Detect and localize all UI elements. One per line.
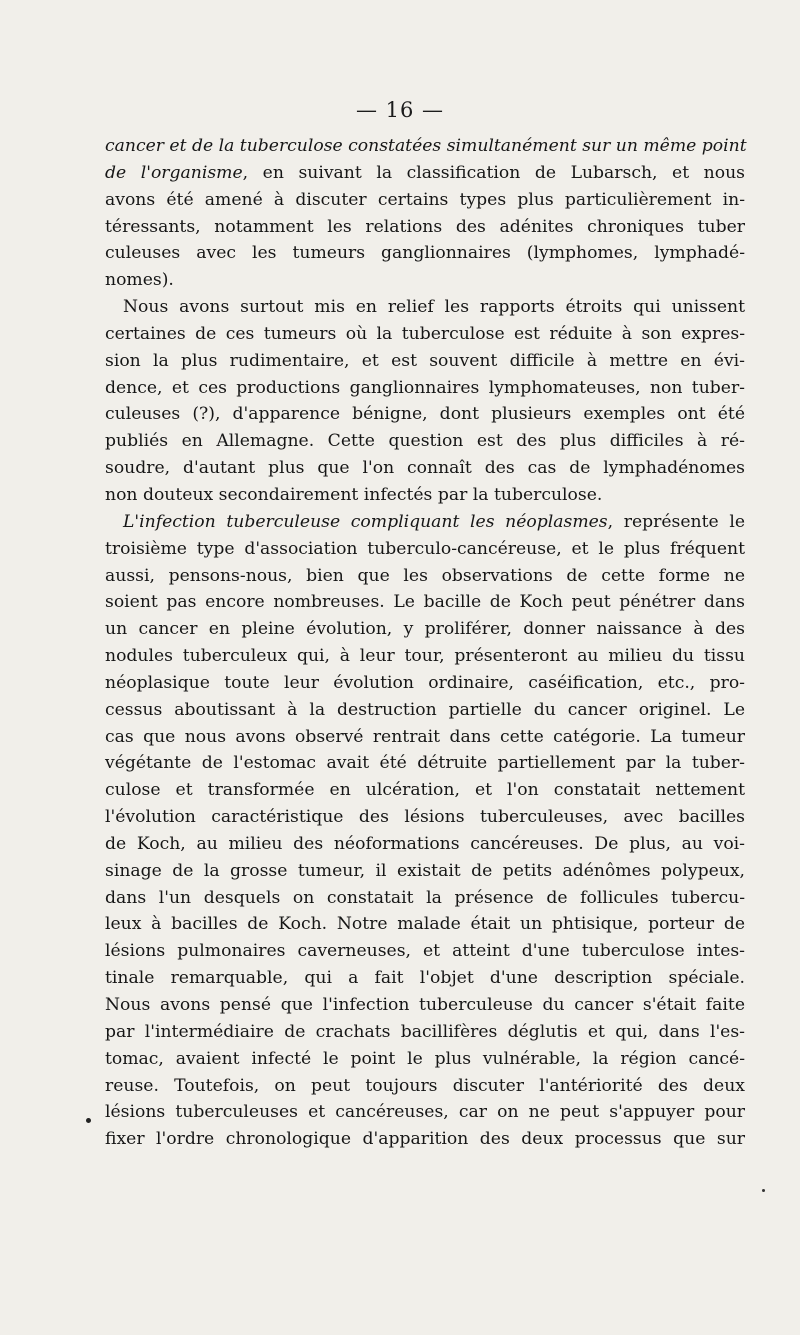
text-line: leux à bacilles de Koch. Notre malade était un phtisique, porteur de [105,914,745,935]
text-line: culeuses avec les tumeurs ganglionnaires (lymphomes, lymphadé- [105,243,745,264]
text-line: tomac, avaient infecté le point le plus vulnérable, la région cancé- [105,1048,745,1069]
text-line: soudre, d'autant plus que l'on connaît des cas de lymphadénomes [105,458,745,479]
margin-speck-mark [762,1189,765,1192]
body-text [105,133,745,1153]
text-line: un cancer en pleine évolution, y proliférer, donner naissance à des [105,619,745,640]
text-line: nomes). [105,270,174,291]
text-line: téressants, notamment les relations des adénites chroniques tuber [105,216,745,237]
text-line: fixer l'ordre chronologique d'apparition des deux processus que sur [105,1129,745,1150]
text-run: , représente le [607,511,745,532]
italic-phrase: L'infection tuberculeuse compliquant les néoplasmes [123,511,608,532]
margin-dot-mark [86,1118,91,1123]
text-line: lésions pulmonaires caverneuses, et atteint d'une tuberculose intes- [105,941,745,962]
text-line: de Koch, au milieu des néoformations cancéreuses. De plus, au voi- [105,833,745,854]
text-line: tinale remarquable, qui a fait l'objet d'une description spéciale. [105,968,745,989]
italic-phrase: de l'organisme [105,162,243,183]
text-line [105,160,745,187]
paragraph-1 [105,133,745,294]
text-line: dans l'un desquels on constatait la présence de follicules tubercu- [105,887,745,908]
text-line: culeuses (?), d'apparence bénigne, dont plusieurs exemples ont été [105,404,745,425]
text-line [105,133,745,160]
text-line [105,509,745,536]
paragraph-2 [105,294,745,509]
text-line: cessus aboutissant à la destruction partielle du cancer originel. Le [105,699,745,720]
text-line: dence, et ces productions ganglionnaires lymphomateuses, non tuber- [105,377,745,398]
text-line: culose et transformée en ulcération, et l'on constatait nettement [105,780,745,801]
text-line: néoplasique toute leur évolution ordinaire, caséification, etc., pro- [105,672,745,693]
italic-phrase: cancer et de la tuberculose constatées simultanément sur un même point [105,136,747,156]
text-line: par l'intermédiaire de crachats bacillifères déglutis et qui, dans l'es- [105,1021,745,1042]
text-line: sinage de la grosse tumeur, il existait de petits adénômes polypeux, [105,860,745,881]
text-line: certaines de ces tumeurs où la tuberculose est réduite à son expres- [105,323,745,344]
text-line: publiés en Allemagne. Cette question est des plus difficiles à ré- [105,431,745,452]
text-run: , en suivant la classification de Lubarsch, et nous [242,162,745,183]
text-line: Nous avons pensé que l'infection tuberculeuse du cancer s'était faite [105,995,745,1015]
text-line: sion la plus rudimentaire, et est souvent difficile à mettre en évi- [105,350,745,371]
text-line: non douteux secondairement infectés par la tuberculose. [105,484,603,505]
text-line: reuse. Toutefois, on peut toujours discuter l'antériorité des deux [105,1075,745,1096]
paragraph-3 [105,509,745,1153]
text-line: soient pas encore nombreuses. Le bacille de Koch peut pénétrer dans [105,592,745,613]
text-line: végétante de l'estomac avait été détruite partiellement par la tuber- [105,753,745,774]
text-line: nodules tuberculeux qui, à leur tour, présenteront au milieu du tissu [105,646,745,667]
text-line: aussi, pensons-nous, bien que les observations de cette forme ne [105,565,745,586]
text-line: troisième type d'association tuberculo-cancéreuse, et le plus fréquent [105,538,745,559]
text-line: l'évolution caractéristique des lésions tuberculeuses, avec bacilles [105,807,745,828]
text-line: cas que nous avons observé rentrait dans cette catégorie. La tumeur [105,726,745,747]
text-line: Nous avons surtout mis en relief les rapports étroits qui unissent [123,297,745,318]
page-number: — 16 — [355,98,445,122]
text-line: lésions tuberculeuses et cancéreuses, car on ne peut s'appuyer pour [105,1102,745,1123]
text-line: avons été amené à discuter certains types plus particulièrement in- [105,189,745,210]
